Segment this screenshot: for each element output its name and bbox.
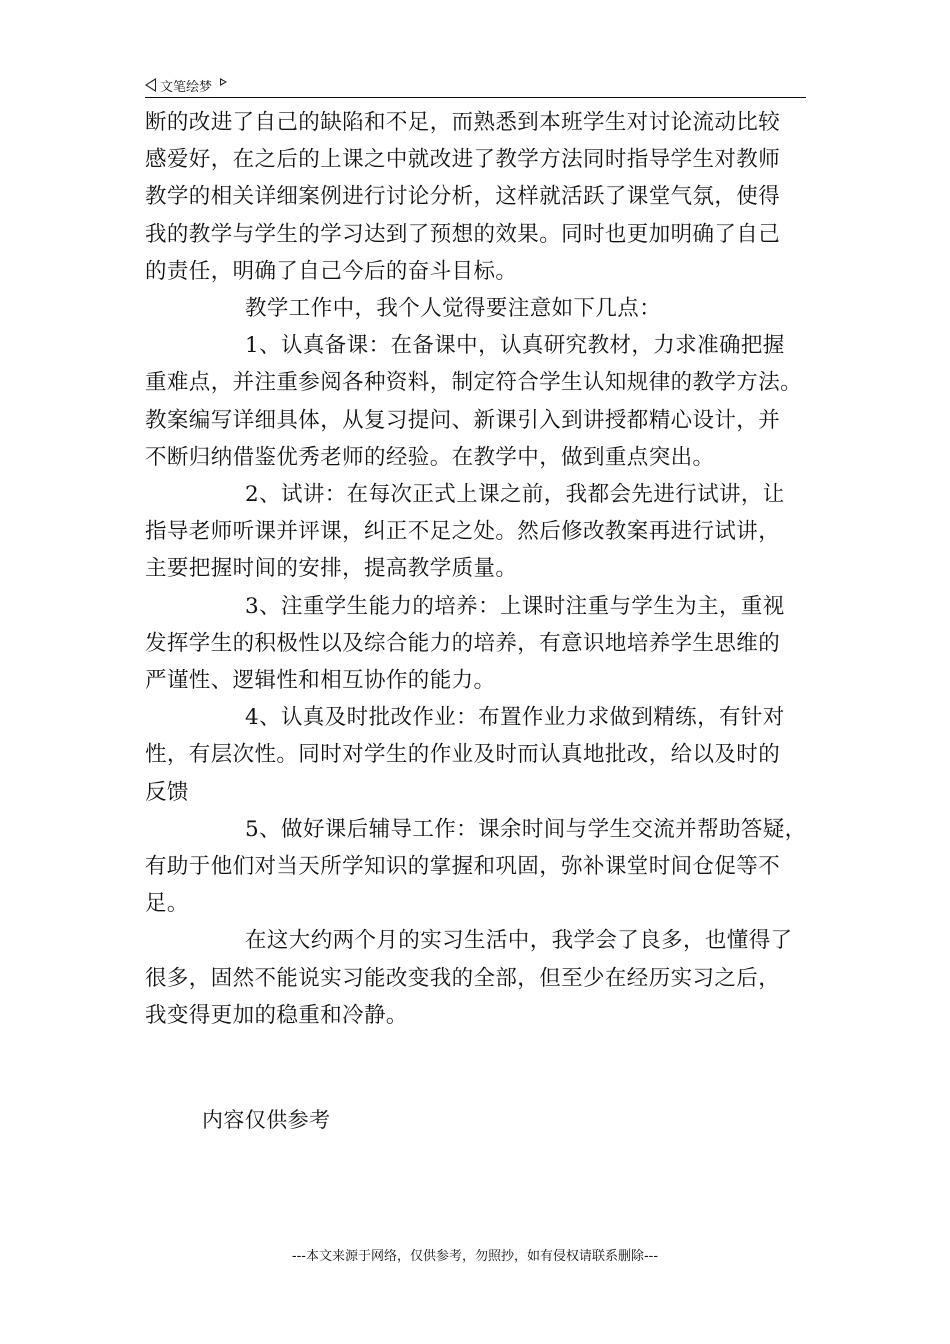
text-line: 性，有层次性。同时对学生的作业及时而认真地批改，给以及时的 bbox=[145, 742, 781, 768]
text-line: 严谨性、逻辑性和相互协作的能力。 bbox=[145, 668, 496, 694]
text-line: 1、认真备课：在备课中，认真研究教材，力求准确把握 bbox=[245, 333, 785, 359]
text-line: 我的教学与学生的学习达到了预想的效果。同时也更加明确了自己 bbox=[145, 221, 781, 247]
text-line: 主要把握时间的安排，提高教学质量。 bbox=[145, 556, 518, 582]
text-line: 重难点，并注重参阅各种资料，制定符合学生认知规律的教学方法。 bbox=[145, 370, 803, 396]
triangle-left-icon bbox=[145, 78, 156, 92]
reference-note: 内容仅供参考 bbox=[202, 1108, 331, 1132]
text-line: 2、试讲：在每次正式上课之前，我都会先进行试讲，让 bbox=[245, 482, 785, 508]
text-line: 教案编写详细具体，从复习提问、新课引入到讲授都精心设计，并 bbox=[145, 407, 781, 433]
text-line: 指导老师听课并评课，纠正不足之处。然后修改教案再进行试讲， bbox=[145, 519, 781, 545]
text-line: 5、做好课后辅导工作：课余时间与学生交流并帮助答疑， bbox=[245, 816, 807, 842]
text-line: 有助于他们对当天所学知识的掌握和巩固，弥补课堂时间仓促等不 bbox=[145, 854, 781, 880]
page-header bbox=[145, 74, 227, 96]
text-line: 在这大约两个月的实习生活中，我学会了良多，也懂得了 bbox=[245, 928, 793, 954]
text-line: 断的改进了自己的缺陷和不足，而熟悉到本班学生对讨论流动比较 bbox=[145, 110, 781, 135]
text-line: 很多，固然不能说实习能改变我的全部，但至少在经历实习之后， bbox=[145, 965, 781, 991]
header-divider bbox=[145, 97, 806, 98]
text-line: 足。 bbox=[145, 891, 189, 917]
text-line: 教学工作中，我个人觉得要注意如下几点： bbox=[245, 296, 662, 322]
text-line: 发挥学生的积极性以及综合能力的培养，有意识地培养学生思维的 bbox=[145, 630, 781, 656]
text-line: 的责任，明确了自己今后的奋斗目标。 bbox=[145, 258, 518, 284]
text-line: 教学的相关详细案例进行讨论分析，这样就活跃了课堂气氛，使得 bbox=[145, 184, 781, 210]
header-title: 文笔绘梦 bbox=[160, 79, 213, 95]
text-line: 4、认真及时批改作业：布置作业力求做到精练，有针对 bbox=[245, 705, 785, 731]
text-line: 感爱好，在之后的上课之中就改进了教学方法同时指导学生对教师 bbox=[145, 147, 781, 173]
text-line: 不断归纳借鉴优秀老师的经验。在教学中，做到重点突出。 bbox=[145, 444, 715, 470]
text-line: 反馈 bbox=[145, 779, 189, 805]
text-line: 3、注重学生能力的培养：上课时注重与学生为主，重视 bbox=[245, 593, 785, 619]
page-footer: ---本文来源于网络，仅供参考，勿照抄，如有侵权请联系删除--- bbox=[291, 1249, 659, 1264]
triangle-right-icon bbox=[220, 78, 227, 86]
text-line: 我变得更加的稳重和冷静。 bbox=[145, 1002, 408, 1028]
document-body bbox=[145, 104, 810, 1034]
